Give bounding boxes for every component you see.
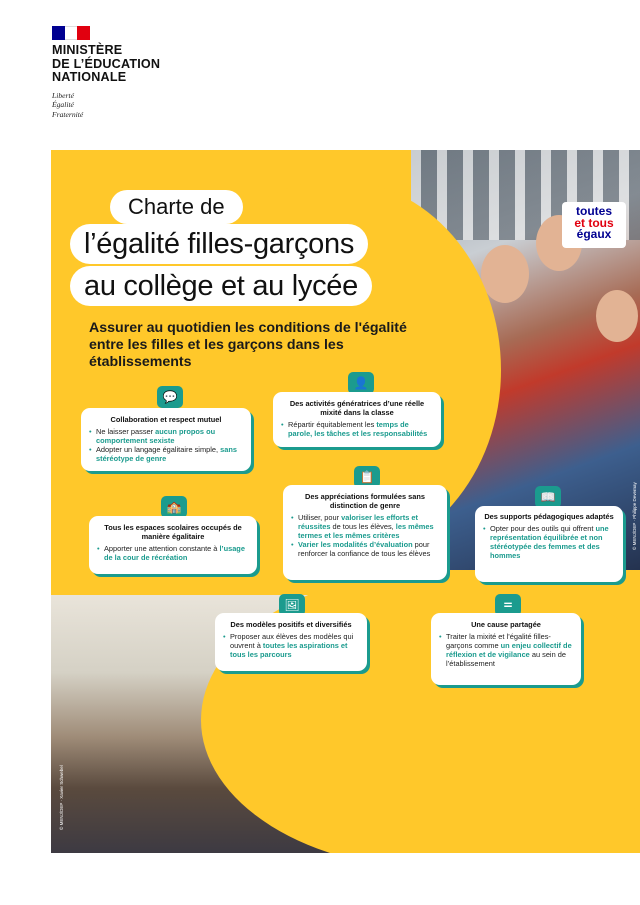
motto-egalite: Égalité bbox=[52, 100, 74, 110]
book-icon: 📖 bbox=[535, 486, 561, 508]
card-school-spaces bbox=[89, 516, 257, 574]
bullet: • Adopter un langage égalitaire simple, sans stéréotype de genre bbox=[89, 445, 243, 463]
card-collaboration bbox=[81, 408, 251, 471]
title-line-2: l’égalité filles-garçons bbox=[70, 224, 368, 264]
ministry-line-3: NATIONALE bbox=[52, 70, 127, 84]
title-line-1: Charte de bbox=[110, 190, 243, 224]
card-shared-cause bbox=[431, 613, 581, 685]
speech-bubble-icon: 💬 bbox=[157, 386, 183, 408]
bullet: • Traiter la mixité et l’égalité filles-garçons comme un enjeu collectif de réflexion et de vigilance au sein de l’établissement bbox=[439, 632, 573, 668]
card-activities bbox=[273, 392, 441, 447]
bullet: • Ne laisser passer aucun propos ou comportement sexiste bbox=[89, 427, 243, 445]
building-icon: 🏫 bbox=[161, 496, 187, 518]
portrait-icon: 🖼 bbox=[279, 594, 305, 616]
republic-flag-logo bbox=[52, 26, 90, 40]
card-title: Des modèles positifs et diversifiés bbox=[230, 620, 352, 629]
motto-fraternite: Fraternité bbox=[52, 109, 84, 119]
card-title: Des appréciations formulées sans distinction de genre bbox=[305, 492, 425, 510]
photo-credit-bottom: © MENJ/DEP · Xavier Schwebel bbox=[59, 765, 64, 830]
bullet: • Opter pour des outils qui offrent une représentation équilibrée et non stéréotypée des femmes et des hommes bbox=[483, 524, 615, 560]
bullet: • Proposer aux élèves des modèles qui ouvrent à toutes les aspirations et tous les parcours bbox=[223, 632, 359, 659]
title-line-3: au collège et au lycée bbox=[70, 266, 372, 306]
equals-icon: = bbox=[495, 594, 521, 616]
card-title: Collaboration et respect mutuel bbox=[110, 415, 222, 424]
card-title: Tous les espaces scolaires occupés de manière égalitaire bbox=[104, 523, 242, 541]
card-teaching-supports bbox=[475, 506, 623, 582]
poster bbox=[51, 150, 640, 853]
ministry-name bbox=[52, 44, 160, 85]
card-title: Des supports pédagogiques adaptés bbox=[484, 512, 614, 521]
card-assessments bbox=[283, 485, 447, 580]
bullet: • Varier les modalités d’évaluation pour renforcer la confiance de tous les élèves bbox=[291, 540, 439, 558]
photo-credit-top: © MENJ/DEP · Philippe Devernay bbox=[632, 482, 637, 550]
bullet: • Apporter une attention constante à l’usage de la cour de récréation bbox=[97, 544, 249, 562]
ministry-line-2: DE L’ÉDUCATION bbox=[52, 56, 161, 71]
presenter-icon: 👤 bbox=[348, 372, 374, 394]
toutes-et-tous-egaux-logo: toutes et tous égaux bbox=[562, 202, 626, 248]
card-title: Des activités génératrices d’une réelle mixité dans la classe bbox=[289, 399, 425, 417]
motto-liberte: Liberté bbox=[52, 91, 74, 100]
poster-subtitle: Assurer au quotidien les conditions de l'égalité entre les filles et les garçons dans les établissements bbox=[89, 320, 407, 370]
bullet: • Utiliser, pour valoriser les efforts et réussites de tous les élèves, les mêmes termes et les mêmes critères bbox=[291, 513, 439, 540]
card-title: Une cause partagée bbox=[471, 620, 541, 629]
checklist-icon: 📋 bbox=[354, 466, 380, 488]
ministry-line-1: MINISTÈRE bbox=[52, 43, 123, 57]
republic-motto bbox=[52, 91, 83, 119]
card-role-models bbox=[215, 613, 367, 671]
bullet: • Répartir équitablement les temps de parole, les tâches et les responsabilités bbox=[281, 420, 433, 438]
